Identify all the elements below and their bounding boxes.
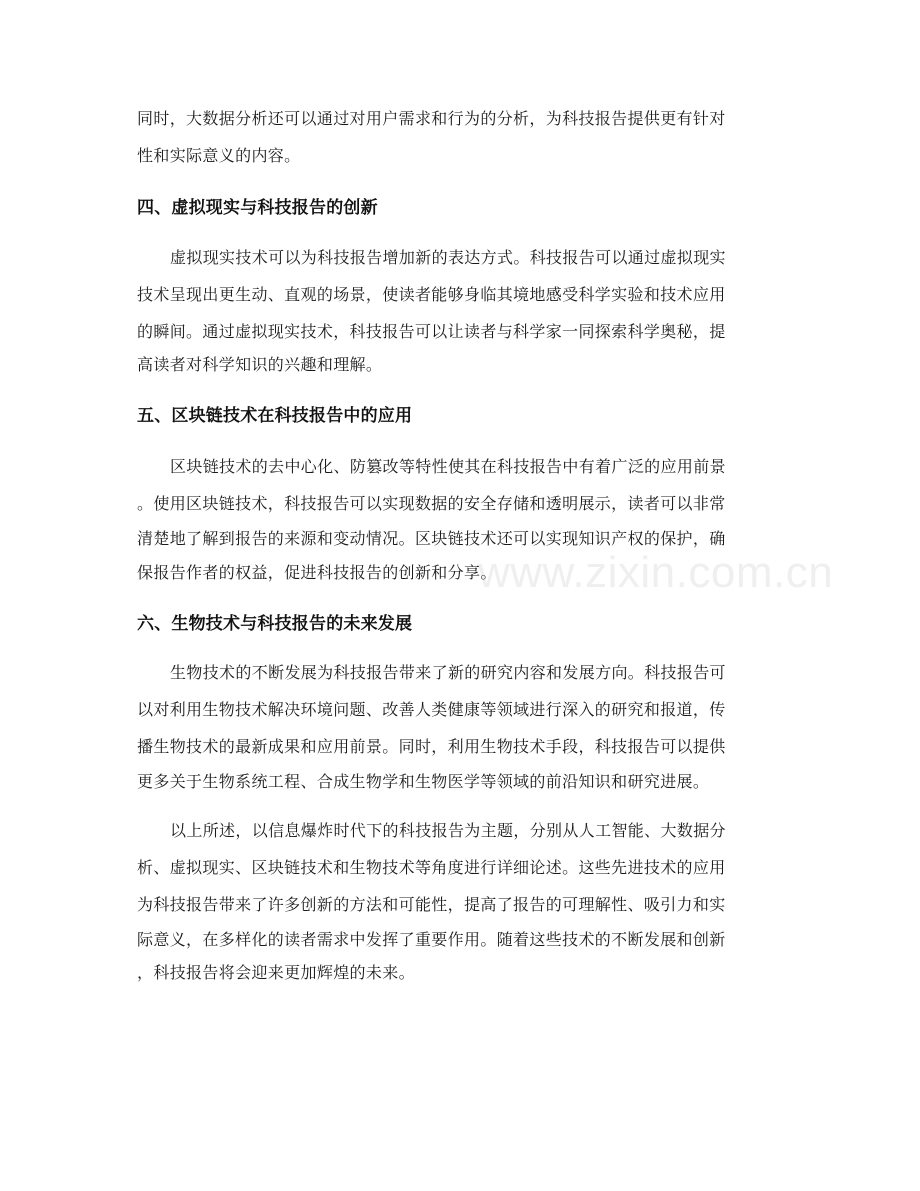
section-six-line-3: 播生物技术的最新成果和应用前景。同时，利用生物技术手段，科技报告可以提供 bbox=[137, 737, 726, 756]
conclusion-line-1: 以上所述，以信息爆炸时代下的科技报告为主题，分别从人工智能、大数据分 bbox=[170, 821, 726, 840]
section-four-line-4: 高读者对科学知识的兴趣和理解。 bbox=[137, 355, 383, 374]
conclusion-line-2: 析、虚拟现实、区块链技术和生物技术等角度进行详细论述。这些先进技术的应用 bbox=[137, 858, 726, 877]
conclusion-line-4: 际意义，在多样化的读者需求中发挥了重要作用。随着这些技术的不断发展和创新 bbox=[137, 930, 726, 949]
section-four-heading: 四、虚拟现实与科技报告的创新 bbox=[137, 198, 378, 218]
section-six-line-1: 生物技术的不断发展为科技报告带来了新的研究内容和发展方向。科技报告可 bbox=[170, 663, 726, 682]
conclusion-line-5: ，科技报告将会迎来更加辉煌的未来。 bbox=[137, 963, 415, 982]
section-six-line-2: 以对利用生物技术解决环境问题、改善人类健康等领域进行深入的研究和报道，传 bbox=[137, 700, 726, 719]
conclusion-line-3: 为科技报告带来了许多创新的方法和可能性，提高了报告的可理解性、吸引力和实 bbox=[137, 895, 726, 914]
intro-line-1: 同时，大数据分析还可以通过对用户需求和行为的分析，为科技报告提供更有针对 bbox=[137, 109, 726, 128]
section-five-line-1: 区块链技术的去中心化、防篡改等特性使其在科技报告中有着广泛的应用前景 bbox=[170, 457, 726, 476]
section-five-line-2: 。使用区块链技术，科技报告可以实现数据的安全存储和透明展示，读者可以非常 bbox=[137, 494, 726, 513]
section-five-line-4: 保报告作者的权益，促进科技报告的创新和分享。 bbox=[137, 563, 497, 582]
section-four-line-2: 技术呈现出更生动、直观的场景，使读者能够身临其境地感受科学实验和技术应用 bbox=[137, 285, 726, 304]
intro-line-2: 性和实际意义的内容。 bbox=[137, 146, 301, 165]
watermark: www.zixin.com.cn bbox=[478, 548, 834, 597]
section-four-line-3: 的瞬间。通过虚拟现实技术，科技报告可以让读者与科学家一同探索科学奥秘，提 bbox=[137, 322, 726, 341]
section-five-heading: 五、区块链技术在科技报告中的应用 bbox=[137, 406, 413, 426]
section-six-heading: 六、生物技术与科技报告的未来发展 bbox=[137, 614, 413, 634]
section-six-line-4: 更多关于生物系统工程、合成生物学和生物医学等领域的前沿知识和研究进展。 bbox=[137, 772, 710, 791]
section-five-line-3: 清楚地了解到报告的来源和变动情况。区块链技术还可以实现知识产权的保护，确 bbox=[137, 529, 726, 548]
section-four-line-1: 虚拟现实技术可以为科技报告增加新的表达方式。科技报告可以通过虚拟现实 bbox=[170, 248, 726, 267]
